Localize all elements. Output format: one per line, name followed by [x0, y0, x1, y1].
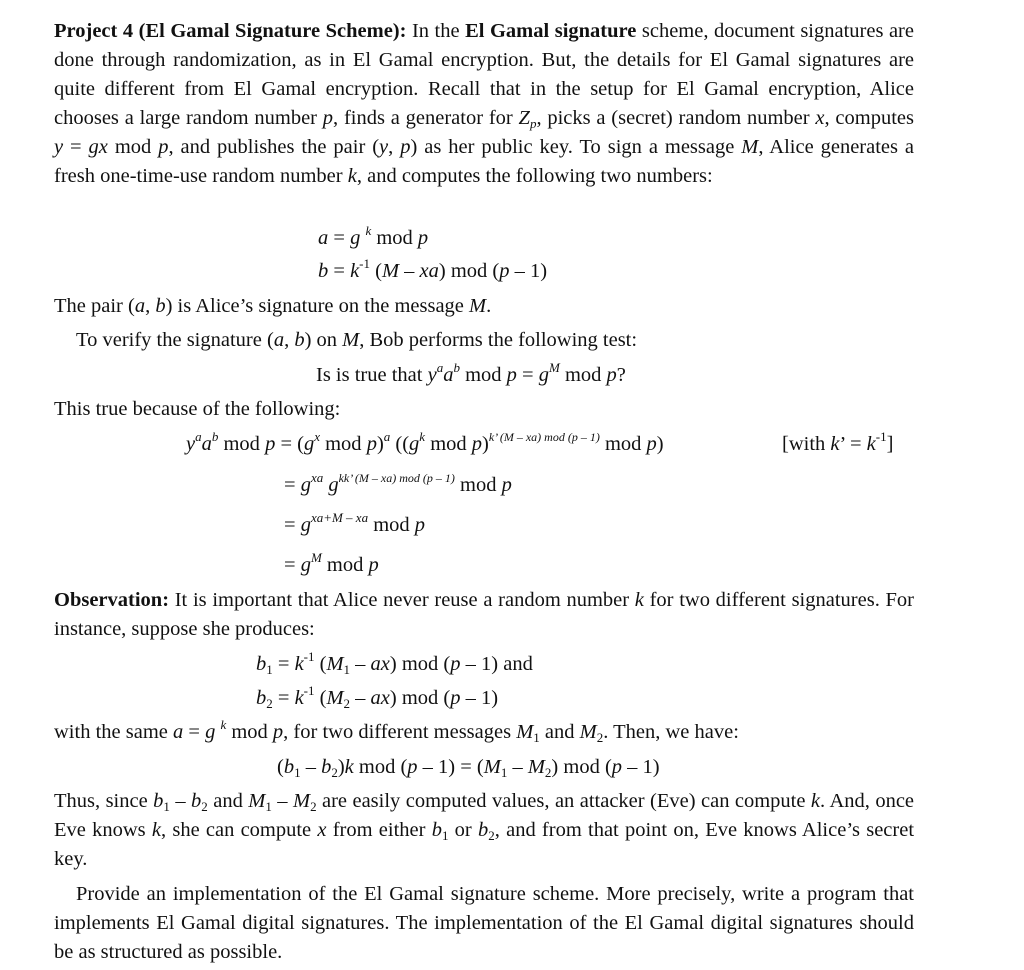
equation-a: a = g $^k$ mod p: [318, 223, 429, 249]
verification-test: Is is true that $y^aa^b$ mod $p = g^M$ mod p?: [316, 360, 626, 386]
task-paragraph: Provide an implementation of the El Gamal signature scheme. More precisely, write a program that implements El Gamal digital signatures. The implementation of the El Gamal digital signatures should be as structured as possible.: [54, 883, 914, 963]
observation-label: Observation:: [54, 589, 170, 611]
with-k-prime-note: [with k’ = $k^{-1}$]: [782, 429, 894, 455]
proof-intro: This true because of the following:: [54, 398, 341, 420]
attack-paragraph: Thus, since $b_1 - b_2$ and $M_1 - M_2$ are easily computed values, an attacker (Eve) can compute k. And, once Eve knows k, she can compute x from either $b_1$ or $b_2$, and from that point on, Eve knows Alice’s secret key.: [54, 790, 915, 870]
term-el-gamal-signature: El Gamal signature: [465, 20, 637, 42]
proof-line-2: = $g^{xa}$ $g^{kk’ (M - xa) mod (p - 1)}$ mod p: [284, 470, 512, 496]
intro-paragraph: Project 4 (El Gamal Signature Scheme): In the El Gamal signature scheme, document signatures are done through randomization, as in El Gamal encryption. But, the details for El Gamal signatures are quite different from El Gamal encryption. Recall that in the setup for El Gamal encryption, Alice chooses a large random number p, finds a generator for $Z_p$, picks a (secret) random number x, computes y = gx mod p, and publishes the pair (y, p) as her public key. To sign a message M, Alice generates a fresh one-time-use random number k, and computes the following two numbers:: [54, 20, 915, 187]
equation-k-recovery: $(b_1 - b_2)k$ mod $(p - 1) = (M_1 - M_2)$ mod (p – 1): [277, 756, 660, 780]
equation-b: $b = k^{-1}$ (M – xa) mod (p – 1): [318, 256, 548, 282]
project-title: Project 4 (El Gamal Signature Scheme):: [54, 20, 407, 42]
observation-paragraph: Observation: It is important that Alice never reuse a random number k for two different signatures. For instance, suppose she produces:: [54, 589, 914, 640]
proof-line-3: = $g^{xa+M - xa}$ mod p: [284, 510, 426, 536]
signature-pair-sentence: The pair (a, b) is Alice’s signature on the message M.: [54, 295, 492, 317]
equation-b1: $b_1 = k^{-1}$ $(M_1 - ax)$ mod (p – 1) and: [256, 649, 533, 677]
proof-line-1: $y^aa^b$ mod $p = (g^x$ mod p)$^a$ (($g^k$ mod p)$^{k’ (M - xa) mod (p - 1)}$ mod p): [186, 429, 664, 455]
equation-b2: $b_2 = k^{-1}$ $(M_2 - ax)$ mod (p – 1): [256, 683, 499, 711]
proof-line-4: = $g^M$ mod p: [284, 550, 379, 576]
verify-sentence: To verify the signature (a, b) on M, Bob performs the following test:: [76, 329, 638, 351]
same-a-sentence: with the same a = g $^k$ mod p, for two different messages $M_1$ and $M_2$. Then, we have:: [54, 717, 739, 745]
